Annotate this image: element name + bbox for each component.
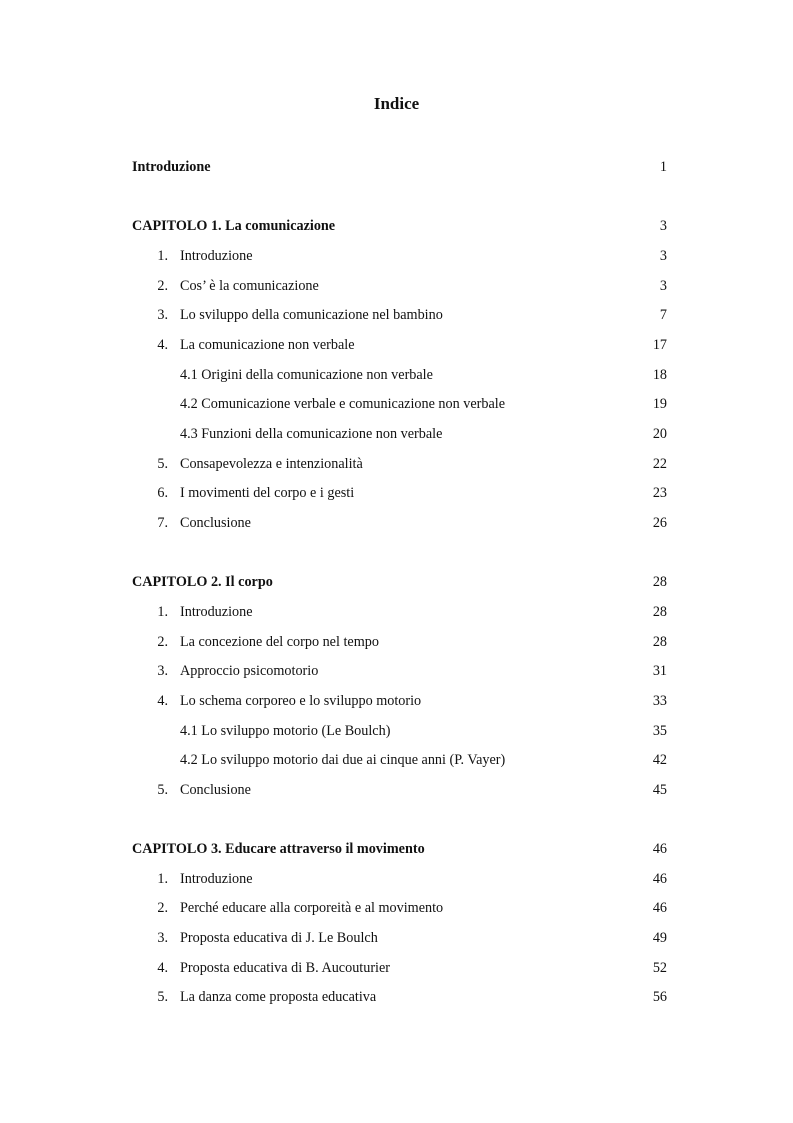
toc-item[interactable]	[0, 304, 793, 326]
toc-item-number: 4.	[157, 693, 168, 709]
toc-item-text: Conclusione	[180, 515, 251, 531]
toc-subitem-text: 4.3 Funzioni della comunicazione non verbale	[180, 426, 443, 442]
toc-item[interactable]	[0, 927, 793, 949]
toc-item-number: 6.	[157, 485, 168, 501]
toc-item-text: Introduzione	[180, 604, 253, 620]
toc-subitem-text: 4.2 Lo sviluppo motorio dai due ai cinque anni (P. Vayer)	[180, 752, 506, 768]
toc-subitem-page: 35	[652, 723, 667, 739]
toc-item-number: 4.	[157, 337, 168, 353]
toc-item-page: 31	[652, 663, 667, 679]
toc-item[interactable]	[0, 868, 793, 890]
toc-item-number: 5.	[157, 782, 168, 798]
toc-item-text: Consapevolezza e intenzionalità	[180, 456, 363, 472]
chapter-page: 28	[652, 574, 667, 590]
toc-entry-text: Introduzione	[132, 159, 211, 175]
toc-item-number: 7.	[157, 515, 168, 531]
toc-item-text: Proposta educativa di B. Aucouturier	[180, 960, 391, 976]
toc-item-number: 1.	[157, 604, 168, 620]
toc-item-page: 52	[652, 960, 667, 976]
toc-item-page: 56	[652, 989, 667, 1005]
toc-item-text: La concezione del corpo nel tempo	[180, 634, 379, 650]
toc-item-text: Conclusione	[180, 782, 251, 798]
toc-subitem-page: 42	[652, 752, 667, 768]
toc-item-text: Approccio psicomotorio	[180, 663, 319, 679]
toc-item[interactable]	[0, 779, 793, 801]
toc-item-text: Proposta educativa di J. Le Boulch	[180, 930, 378, 946]
toc-subitem[interactable]	[0, 749, 793, 771]
toc-item-page: 46	[652, 871, 667, 887]
toc-item[interactable]	[0, 601, 793, 623]
chapter-title: CAPITOLO 3. Educare attraverso il movimento	[132, 841, 425, 857]
toc-item[interactable]	[0, 957, 793, 979]
toc-item-page: 45	[652, 782, 667, 798]
toc-item-number: 2.	[157, 278, 168, 294]
toc-item-page: 7	[659, 307, 667, 323]
toc-subitem[interactable]	[0, 720, 793, 742]
toc-item-number: 2.	[157, 900, 168, 916]
toc-item[interactable]	[0, 275, 793, 297]
toc-item-number: 3.	[157, 930, 168, 946]
toc-item-page: 28	[652, 634, 667, 650]
toc-subitem[interactable]	[0, 423, 793, 445]
toc-item-text: Lo schema corporeo e lo sviluppo motorio	[180, 693, 422, 709]
chapter-heading[interactable]	[0, 571, 793, 593]
toc-item-page: 23	[652, 485, 667, 501]
toc-item-text: I movimenti del corpo e i gesti	[180, 485, 355, 501]
toc-item-number: 5.	[157, 456, 168, 472]
toc-item[interactable]	[0, 660, 793, 682]
toc-item[interactable]	[0, 453, 793, 475]
toc-item-number: 3.	[157, 307, 168, 323]
chapter-heading[interactable]	[0, 838, 793, 860]
toc-item-number: 4.	[157, 960, 168, 976]
toc-item-page: 3	[659, 248, 667, 264]
chapter-title: CAPITOLO 2. Il corpo	[132, 574, 273, 590]
toc-subitem[interactable]	[0, 393, 793, 415]
toc-item-number: 1.	[157, 871, 168, 887]
toc-item-text: Cos’ è la comunicazione	[180, 278, 319, 294]
toc-item[interactable]	[0, 512, 793, 534]
toc-item-page: 3	[659, 278, 667, 294]
toc-item[interactable]	[0, 986, 793, 1008]
toc-item[interactable]	[0, 334, 793, 356]
chapter-title: CAPITOLO 1. La comunicazione	[132, 218, 336, 234]
toc-item-page: 17	[652, 337, 667, 353]
toc-item-text: La danza come proposta educativa	[180, 989, 377, 1005]
toc-item-page: 26	[652, 515, 667, 531]
toc-item-text: Perché educare alla corporeità e al movimento	[180, 900, 444, 916]
toc-item-page: 33	[652, 693, 667, 709]
toc-subitem-text: 4.1 Lo sviluppo motorio (Le Boulch)	[180, 723, 391, 739]
toc-item-text: Introduzione	[180, 248, 253, 264]
page-title: Indice	[373, 94, 420, 113]
toc-item-page: 46	[652, 900, 667, 916]
toc-subitem[interactable]	[0, 364, 793, 386]
toc-subitem-page: 18	[652, 367, 667, 383]
toc-item[interactable]	[0, 631, 793, 653]
toc-item[interactable]	[0, 482, 793, 504]
toc-item-text: La comunicazione non verbale	[180, 337, 355, 353]
chapter-heading[interactable]	[0, 215, 793, 237]
toc-item-page: 49	[652, 930, 667, 946]
chapter-page: 46	[652, 841, 667, 857]
toc-item-text: Introduzione	[180, 871, 253, 887]
toc-subitem-text: 4.2 Comunicazione verbale e comunicazione non verbale	[180, 396, 505, 412]
toc-item-number: 1.	[157, 248, 168, 264]
toc-subitem-text: 4.1 Origini della comunicazione non verbale	[180, 367, 433, 383]
toc-item-text: Lo sviluppo della comunicazione nel bambino	[180, 307, 443, 323]
toc-item-page: 22	[652, 456, 667, 472]
toc-item[interactable]	[0, 690, 793, 712]
toc-item[interactable]	[0, 897, 793, 919]
toc-item-number: 3.	[157, 663, 168, 679]
toc-subitem-page: 19	[652, 396, 667, 412]
toc-subitem-page: 20	[652, 426, 667, 442]
toc-item-page: 28	[652, 604, 667, 620]
toc-item-number: 5.	[157, 989, 168, 1005]
toc-entry-page: 1	[659, 159, 667, 175]
chapter-page: 3	[659, 218, 667, 234]
toc-item-number: 2.	[157, 634, 168, 650]
toc-entry-introduction[interactable]	[0, 156, 793, 178]
toc-item[interactable]	[0, 245, 793, 267]
